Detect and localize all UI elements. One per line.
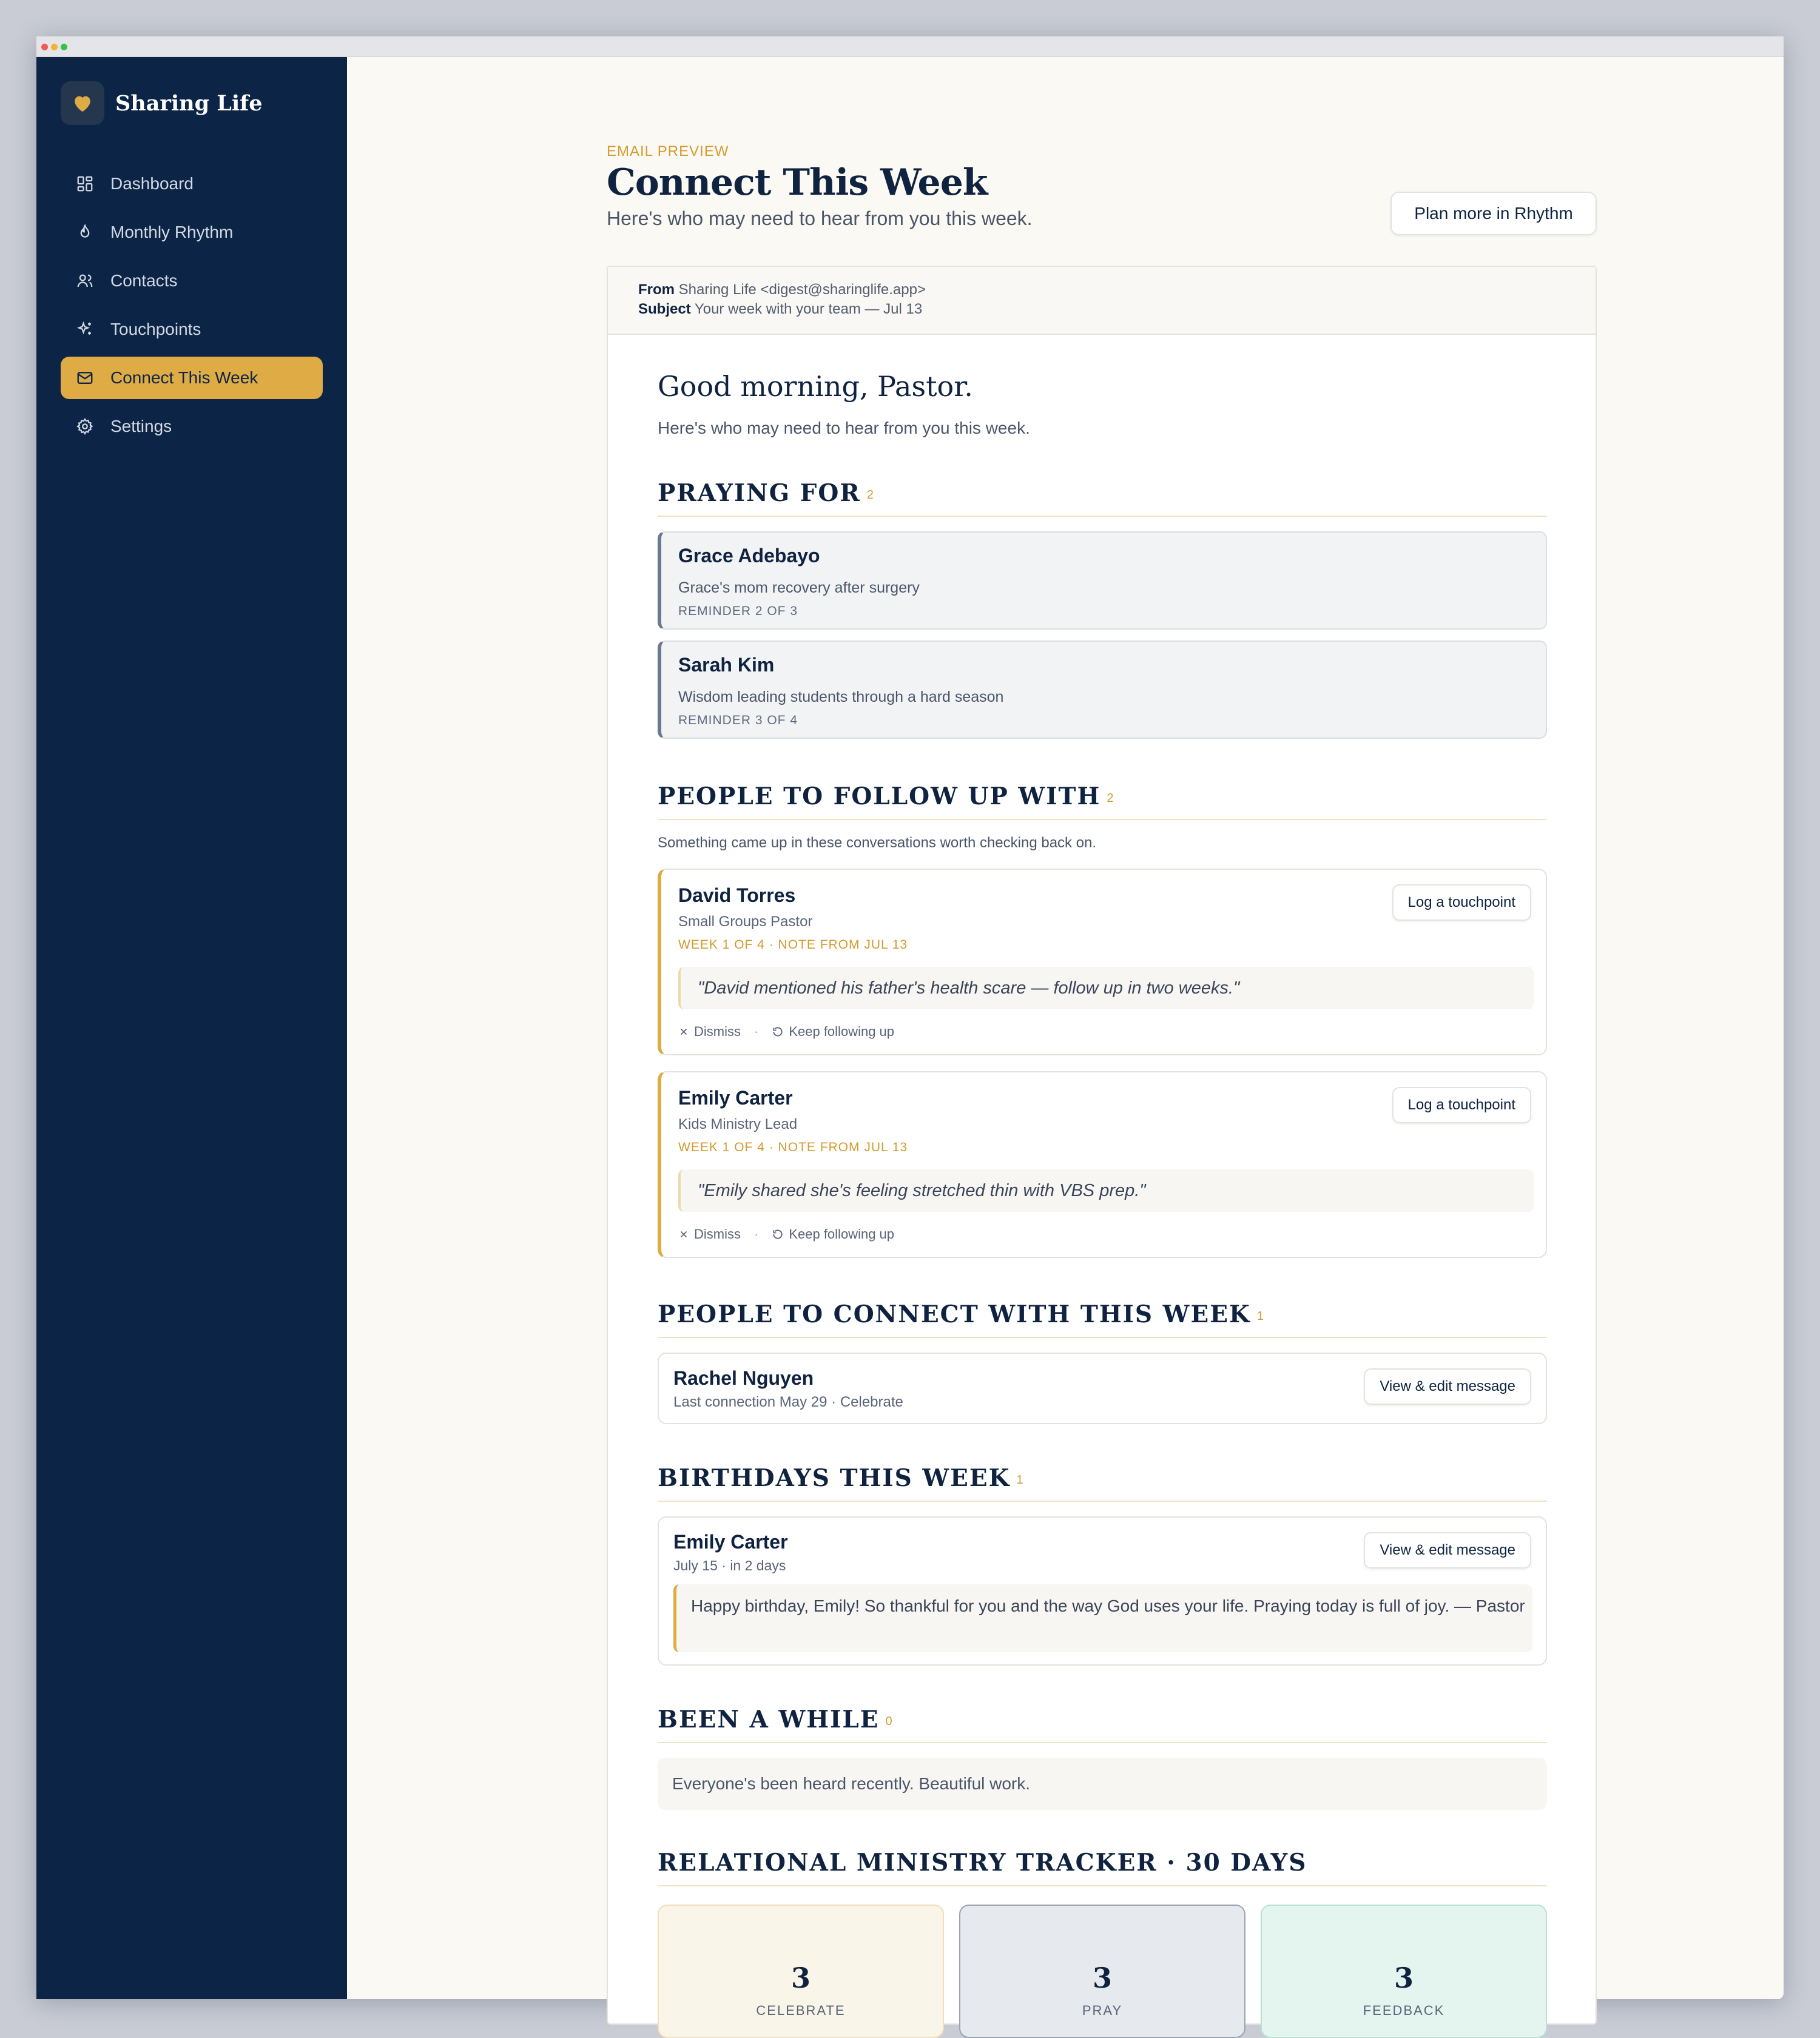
stat-value: 3 <box>1092 1962 1112 1994</box>
email-preview <box>607 266 1597 2025</box>
sidebar-item-label: Monthly Rhythm <box>110 223 234 241</box>
greeting: Good morning, Pastor. <box>658 370 973 403</box>
app-window <box>36 36 1784 2018</box>
plan-more-button[interactable]: Plan more in Rhythm <box>1390 192 1597 235</box>
view-edit-message-button[interactable]: View & edit message <box>1364 1368 1531 1405</box>
sidebar-nav <box>61 163 323 454</box>
connect-name: Rachel Nguyen <box>673 1367 814 1389</box>
birthday-name: Emily Carter <box>673 1531 788 1553</box>
section-count: 0 <box>885 1715 892 1728</box>
log-touchpoint-button[interactable]: Log a touchpoint <box>1392 1087 1531 1123</box>
keep-following-button[interactable]: Keep following up <box>772 1024 894 1040</box>
section-count: 1 <box>1256 1310 1264 1323</box>
stat-card-feedback <box>1261 1905 1547 2038</box>
prayer-reminder: REMINDER 3 OF 4 <box>678 713 798 727</box>
dismiss-button[interactable]: Dismiss <box>678 1024 741 1040</box>
users-icon <box>75 271 95 291</box>
follow-up-name: Emily Carter <box>678 1087 793 1109</box>
prayer-reminder: REMINDER 2 OF 3 <box>678 604 798 618</box>
birthday-card <box>658 1516 1547 1666</box>
email-header <box>608 267 1596 335</box>
stat-label: PRAY <box>1082 2003 1123 2018</box>
follow-up-meta: WEEK 1 OF 4 · NOTE FROM JUL 13 <box>678 938 908 952</box>
follow-up-actions <box>678 1226 894 1242</box>
sidebar-item-touchpoints[interactable] <box>61 308 323 351</box>
prayer-name: Grace Adebayo <box>678 545 820 567</box>
sidebar-item-label: Touchpoints <box>110 320 201 338</box>
sidebar-item-dashboard[interactable] <box>61 163 323 205</box>
x-icon <box>678 1229 689 1240</box>
sidebar-item-label: Settings <box>110 417 172 436</box>
app-name: Sharing Life <box>115 90 263 116</box>
page-title: Connect This Week <box>607 161 988 204</box>
section-title-tracker: RELATIONAL MINISTRY TRACKER · 30 DAYS <box>658 1849 1547 1886</box>
window-titlebar <box>36 36 1784 57</box>
sidebar-item-contacts[interactable] <box>61 260 323 302</box>
section-count: 1 <box>1016 1473 1023 1487</box>
mail-icon <box>75 368 95 388</box>
follow-up-actions <box>678 1024 894 1040</box>
sidebar-item-connect-this-week[interactable] <box>61 357 323 399</box>
prayer-note: Grace's mom recovery after surgery <box>678 579 920 596</box>
stat-label: CELEBRATE <box>756 2003 846 2018</box>
birthday-date: July 15 · in 2 days <box>673 1558 786 1573</box>
sidebar-item-label: Connect This Week <box>110 368 258 387</box>
minimize-window-button[interactable] <box>51 44 58 50</box>
prayer-note: Wisdom leading students through a hard season <box>678 688 1004 705</box>
action-separator: · <box>754 1226 759 1242</box>
refresh-icon <box>772 1026 784 1038</box>
close-window-button[interactable] <box>41 44 48 50</box>
sidebar-item-label: Dashboard <box>110 174 194 193</box>
brand[interactable] <box>61 81 262 125</box>
sidebar <box>36 57 347 1999</box>
main-content <box>347 57 1784 2018</box>
stat-card-pray <box>959 1905 1245 2038</box>
section-title-praying: PRAYING FOR 2 <box>658 479 1547 517</box>
sidebar-item-label: Contacts <box>110 271 178 290</box>
view-edit-message-button[interactable]: View & edit message <box>1364 1532 1531 1569</box>
greeting-intro: Here's who may need to hear from you this week. <box>658 419 1030 437</box>
stat-card-celebrate <box>658 1905 944 2038</box>
heart-logo-icon <box>61 81 104 125</box>
section-title-follow-up: PEOPLE TO FOLLOW UP WITH 2 <box>658 782 1547 820</box>
sidebar-item-monthly-rhythm[interactable] <box>61 211 323 254</box>
section-title-been-a-while: BEEN A WHILE 0 <box>658 1706 1547 1743</box>
sparkles-icon <box>75 320 95 339</box>
gear-icon <box>75 417 95 436</box>
from-label: From <box>638 281 675 298</box>
follow-up-card <box>658 1071 1547 1258</box>
prayer-card <box>658 531 1547 630</box>
maximize-window-button[interactable] <box>61 44 67 50</box>
keep-following-button[interactable]: Keep following up <box>772 1226 894 1242</box>
page-subtitle: Here's who may need to hear from you this week. <box>607 207 1033 229</box>
empty-state: Everyone's been heard recently. Beautiful work. <box>658 1758 1547 1810</box>
follow-up-note: "David mentioned his father's health scare — follow up in two weeks." <box>678 967 1534 1009</box>
refresh-icon <box>772 1228 784 1240</box>
sidebar-item-settings[interactable] <box>61 405 323 448</box>
stat-label: FEEDBACK <box>1363 2003 1445 2018</box>
subject-value: Your week with your team — Jul 13 <box>694 301 923 317</box>
section-title-birthdays: BIRTHDAYS THIS WEEK 1 <box>658 1464 1547 1502</box>
x-icon <box>678 1026 689 1037</box>
follow-up-role: Kids Ministry Lead <box>678 1116 798 1132</box>
from-value: Sharing Life <digest@sharinglife.app> <box>678 281 926 298</box>
dismiss-button[interactable]: Dismiss <box>678 1226 741 1242</box>
page-eyebrow: EMAIL PREVIEW <box>607 143 729 160</box>
section-title-connect: PEOPLE TO CONNECT WITH THIS WEEK 1 <box>658 1300 1547 1338</box>
stat-value: 3 <box>1394 1962 1414 1994</box>
stat-value: 3 <box>790 1962 811 1994</box>
section-count: 2 <box>866 488 874 502</box>
flame-icon <box>75 223 95 242</box>
connect-card <box>658 1353 1547 1424</box>
section-count: 2 <box>1107 792 1114 805</box>
follow-up-description: Something came up in these conversations worth checking back on. <box>658 835 1097 851</box>
log-touchpoint-button[interactable]: Log a touchpoint <box>1392 884 1531 921</box>
follow-up-meta: WEEK 1 OF 4 · NOTE FROM JUL 13 <box>678 1140 908 1154</box>
subject-label: Subject <box>638 301 691 317</box>
action-separator: · <box>754 1024 759 1039</box>
connect-last-connection: Last connection May 29 · Celebrate <box>673 1394 903 1410</box>
follow-up-name: David Torres <box>678 884 796 906</box>
follow-up-note: "Emily shared she's feeling stretched thin with VBS prep." <box>678 1169 1534 1212</box>
follow-up-card <box>658 869 1547 1055</box>
prayer-name: Sarah Kim <box>678 654 775 676</box>
birthday-message: Happy birthday, Emily! So thankful for you and the way God uses your life. Praying today is full of joy. — Pastor <box>673 1584 1532 1652</box>
prayer-card <box>658 641 1547 739</box>
dashboard-icon <box>75 174 95 193</box>
follow-up-role: Small Groups Pastor <box>678 913 813 930</box>
